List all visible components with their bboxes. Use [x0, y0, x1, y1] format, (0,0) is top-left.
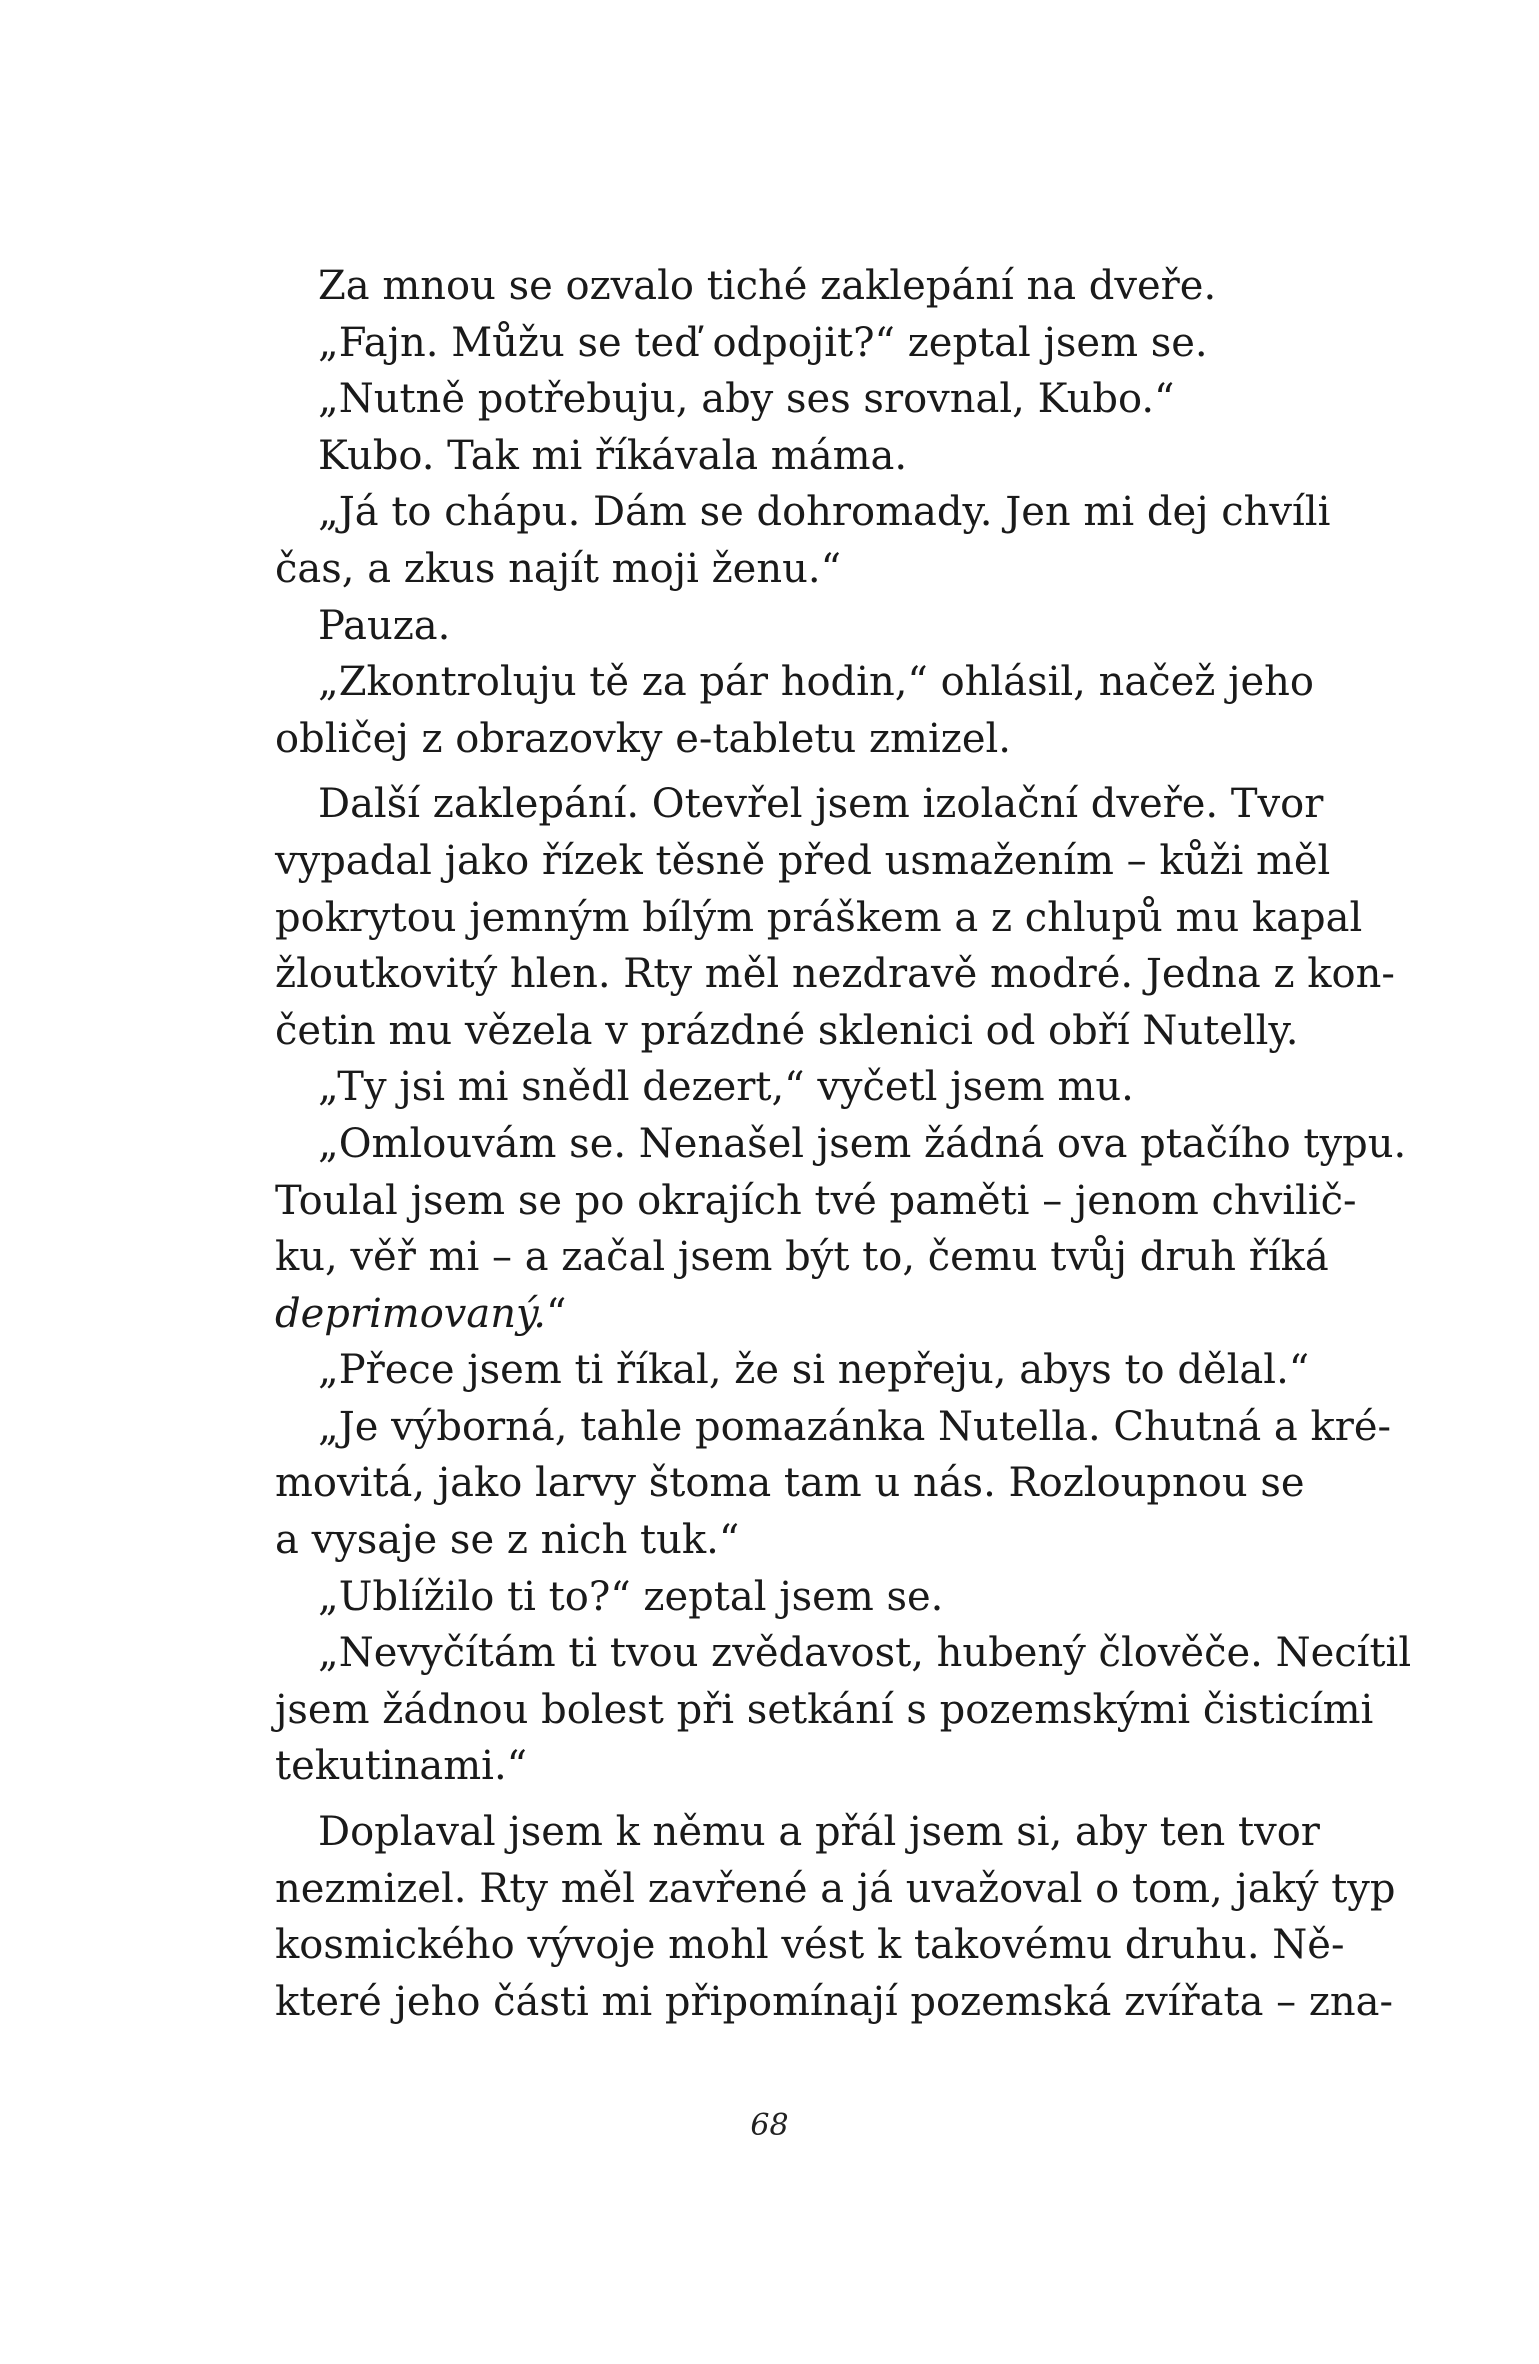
text-line: „Nutně potřebuju, aby ses srovnal, Kubo.“ [318, 376, 1175, 423]
text-line: Pauza. [318, 602, 451, 649]
text-line: Další zaklepání. Otevřel jsem izolační dveře. Tvor [318, 781, 1324, 828]
text-line: „Fajn. Můžu se teď odpojit?“ zeptal jsem se. [318, 319, 1208, 366]
text-line: žloutkovitý hlen. Rty měl nezdravě modré. Jedna z kon- [275, 951, 1395, 998]
text-line: a vysaje se z nich tuk.“ [275, 1517, 740, 1564]
text-line [275, 1286, 1265, 1343]
text-line: vypadal jako řízek těsně před usmažením – kůži měl [275, 837, 1331, 884]
text-line: „Nevyčítám ti tvou zvědavost, hubený člověče. Necítil [318, 1630, 1412, 1677]
text-line: čas, a zkus najít moji ženu.“ [275, 545, 842, 592]
text-line: movitá, jako larvy štoma tam u nás. Rozloupnou se [275, 1460, 1305, 1507]
text-line: které jeho části mi připomínají pozemská zvířata – zna- [275, 1978, 1394, 2025]
text-line: pokrytou jemným bílým práškem a z chlupů mu kapal [275, 894, 1363, 941]
text-line: obličej z obrazovky e-tabletu zmizel. [275, 715, 1011, 762]
text-line: kosmického vývoje mohl vést k takovému druhu. Ně- [275, 1922, 1345, 1969]
body-text [275, 258, 1412, 2030]
text-line: Kubo. Tak mi říkávala máma. [318, 432, 908, 479]
text-line: Doplaval jsem k němu a přál jsem si, aby ten tvor [318, 1809, 1320, 1856]
text-line: Toulal jsem se po okrajích tvé paměti – jenom chvilič- [275, 1177, 1357, 1224]
text-line: četin mu vězela v prázdné sklenici od obří Nutelly. [275, 1007, 1299, 1054]
closing-quote: “ [546, 1290, 567, 1337]
text-line: jsem žádnou bolest při setkání s pozemskými čisticími [275, 1686, 1374, 1733]
text-line: tekutinami.“ [275, 1743, 528, 1790]
text-line: Za mnou se ozvalo tiché zaklepání na dveře. [318, 263, 1217, 309]
text-line: „Omlouvám se. Nenašel jsem žádná ova ptačího typu. [318, 1120, 1407, 1167]
text-line: „Ublížilo ti to?“ zeptal jsem se. [318, 1573, 944, 1620]
text-line: nezmizel. Rty měl zavřené a já uvažoval o tom, jaký typ [275, 1865, 1396, 1912]
text-line: „Přece jsem ti říkal, že si nepřeju, abys to dělal.“ [318, 1347, 1310, 1394]
italic-word: deprimovaný. [275, 1290, 547, 1337]
text-line: ku, věř mi – a začal jsem být to, čemu tvůj druh říká [275, 1234, 1329, 1281]
text-line: „Ty jsi mi snědl dezert,“ vyčetl jsem mu. [318, 1064, 1134, 1111]
text-line: „Je výborná, tahle pomazánka Nutella. Chutná a kré- [318, 1403, 1392, 1450]
text-line: „Já to chápu. Dám se dohromady. Jen mi dej chvíli [318, 489, 1331, 536]
page-number: 68 [750, 2108, 789, 2143]
text-line: „Zkontroluju tě za pár hodin,“ ohlásil, načež jeho [318, 659, 1314, 706]
